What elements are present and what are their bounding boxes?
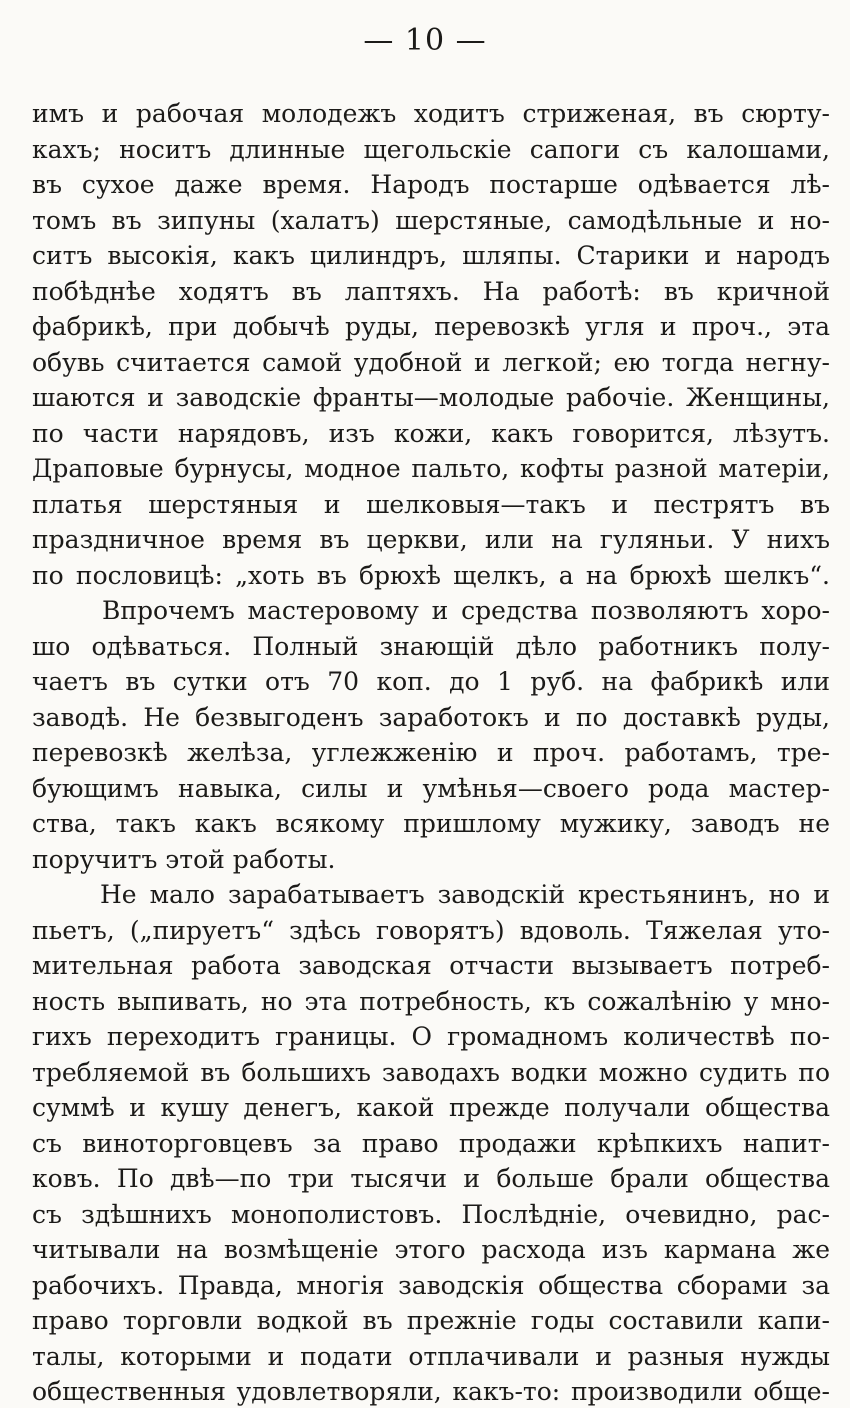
text-line: пьетъ, („пируетъ“ здѣсь говорятъ) вдоволь. Тяжелая уто- <box>32 915 830 945</box>
text-line: суммѣ и кушу денегъ, какой прежде получали общества <box>32 1093 830 1122</box>
text-line: ковъ. По двѣ—по три тысячи и больше брали общества <box>32 1164 830 1193</box>
text-line: имъ и рабочая молодежъ ходитъ стриженая, въ сюрту- <box>32 99 830 128</box>
page-number: — 10 — <box>363 23 487 58</box>
text-line: бующимъ навыка, силы и умѣнья—своего рода мастер- <box>32 773 830 803</box>
text-line: Не мало зарабатываетъ заводскій крестьянинъ, но и <box>100 880 830 909</box>
text-line: фабрикѣ, при добычѣ руды, перевозкѣ угля и проч., эта <box>32 312 830 341</box>
text-line: Драповые бурнусы, модное пальто, кофты разной матеріи, <box>32 454 830 483</box>
text-line: ситъ высокія, какъ цилиндръ, шляпы. Старики и народъ <box>32 241 830 270</box>
text-line: шо одѣваться. Полный знающій дѣло работникъ полу- <box>32 631 830 661</box>
text-line: заводѣ. Не безвыгоденъ заработокъ и по доставкѣ руды, <box>32 702 830 732</box>
paragraph-3 <box>32 877 830 1408</box>
text-line: праздничное время въ церкви, или на гуляньи. У нихъ <box>32 525 830 554</box>
text-line: въ сухое даже время. Народъ постарше одѣвается лѣ- <box>32 170 830 199</box>
text-line: мительная работа заводская отчасти вызываетъ потреб- <box>32 951 830 980</box>
text-line: съ виноторговцевъ за право продажи крѣпкихъ напит- <box>32 1128 830 1158</box>
text-line: поручитъ этой работы. <box>32 844 336 874</box>
text-line: Впрочемъ мастеровому и средства позволяютъ хоро- <box>102 596 830 625</box>
text-line: обувь считается самой удобной и легкой; ею тогда негну- <box>32 347 830 377</box>
text-line: перевозкѣ желѣза, углежженію и проч. работамъ, тре- <box>32 738 830 767</box>
text-line: требляемой въ большихъ заводахъ водки можно судить по <box>32 1057 830 1087</box>
text-line: кахъ; носитъ длинные щегольскіе сапоги съ калошами, <box>32 134 830 164</box>
text-line: рабочихъ. Правда, многія заводскія общества сборами за <box>32 1270 830 1300</box>
text-line: томъ въ зипуны (халатъ) шерстяные, самодѣльные и но- <box>32 205 830 235</box>
text-line: по пословицѣ: „хоть въ брюхѣ щелкъ, а на брюхѣ шелкъ“. <box>32 560 830 590</box>
text-line: съ здѣшнихъ монополистовъ. Послѣдніе, очевидно, рас- <box>32 1199 830 1229</box>
text-line: ства, такъ какъ всякому пришлому мужику, заводъ не <box>32 809 830 838</box>
text-line: побѣднѣе ходятъ въ лаптяхъ. На работѣ: въ кричной <box>32 276 830 306</box>
text-line: гихъ переходитъ границы. О громадномъ количествѣ по- <box>32 1022 830 1051</box>
paragraph-1 <box>32 96 830 593</box>
text-line: шаются и заводскіе франты—молодые рабочіе. Женщины, <box>32 383 830 412</box>
paragraph-2 <box>32 593 830 877</box>
text-line: общественныя удовлетворяли, какъ-то: производили обще- <box>32 1377 830 1406</box>
body-text <box>32 96 830 1408</box>
text-line: талы, которыми и подати отплачивали и разныя нужды <box>32 1341 830 1371</box>
text-line: ность выпивать, но эта потребность, къ сожалѣнію у мно- <box>32 986 830 1016</box>
text-line: читывали на возмѣщеніе этого расхода изъ кармана же <box>32 1235 830 1264</box>
text-line: право торговли водкой въ прежніе годы составили капи- <box>32 1306 830 1335</box>
text-line: платья шерстяныя и шелковыя—такъ и пестрятъ въ <box>32 489 830 519</box>
text-line: по части нарядовъ, изъ кожи, какъ говорится, лѣзутъ. <box>32 418 830 448</box>
text-line: чаетъ въ сутки отъ 70 коп. до 1 руб. на фабрикѣ или <box>32 667 830 696</box>
